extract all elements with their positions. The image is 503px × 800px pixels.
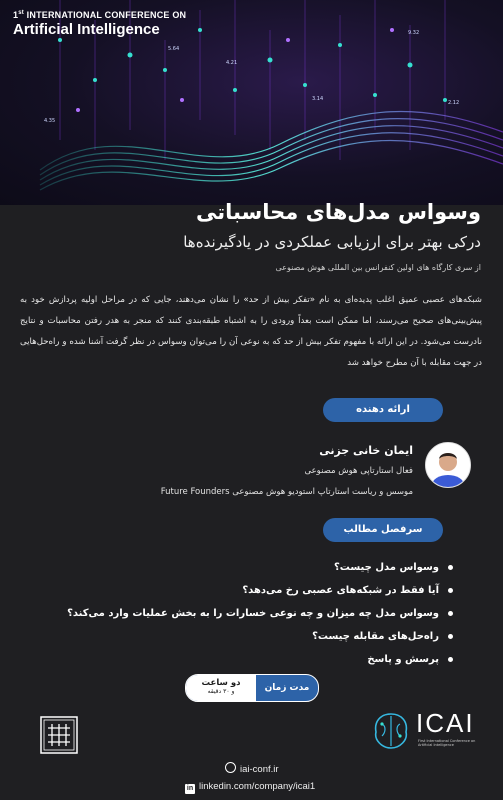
series-note: از سری کارگاه های اولین کنفرانس بین المللی هوش مصنوعی bbox=[275, 263, 481, 272]
topic-list bbox=[43, 556, 453, 671]
presenter-role: موسس و ریاست استارتاپ استودیو هوش مصنوعی Future Founders bbox=[160, 487, 413, 497]
page-title: وسواس مدل‌های محاسباتی bbox=[196, 200, 481, 224]
list-item-text: وسواس مدل چه میزان و چه نوعی خسارات را به بخش عملیات وارد می‌کند؟ bbox=[67, 608, 439, 619]
bullet-icon bbox=[448, 588, 453, 593]
bullet-icon bbox=[448, 565, 453, 570]
presenter-heading: ارائه دهنده bbox=[323, 398, 443, 422]
hero-number: 3.14 bbox=[312, 96, 324, 102]
icai-logo bbox=[368, 708, 483, 754]
duration-value: دو ساعت bbox=[201, 678, 241, 688]
list-item-text: آیا فقط در شبکه‌های عصبی رخ می‌دهد؟ bbox=[242, 585, 439, 596]
hero-number: 4.35 bbox=[44, 118, 56, 124]
list-item bbox=[43, 625, 453, 648]
description: شبکه‌های عصبی عمیق اغلب پدیده‌ای به نام «تفکر بیش از حد» را نشان می‌دهند، جایی که در مراحل اولیه پردازش خود به پیش‌بینی‌های صحیح می‌رسند، اما ممکن است بعداً ورودی را به اشتباه طبقه‌بندی کنند که منجر به هدر رفتن محاسبات و نتایج نادرست می‌شود. در این ارائه با مفهوم تفکر بیش از حد که به نوعی آن را می‌توان وسواس در نظر گرفت آشنا شده و راه‌حل‌هایی در جهت مقابله با آن مطرح خواهد شد bbox=[20, 295, 482, 369]
bullet-icon bbox=[448, 611, 453, 616]
outline-heading: سرفصل مطالب bbox=[323, 518, 443, 542]
hero-number: 4.21 bbox=[226, 60, 238, 66]
hero-number: 5.64 bbox=[168, 46, 180, 52]
list-item bbox=[43, 556, 453, 579]
duration-sub: و ۳۰ دقیقه bbox=[207, 688, 235, 695]
duration-label: مدت زمان bbox=[264, 683, 310, 693]
hero-number: 9.32 bbox=[408, 30, 420, 36]
icai-tagline-2: Artificial Intelligence bbox=[418, 743, 454, 748]
brain-icon bbox=[368, 708, 414, 754]
presenter-name: ایمان خانی جزنی bbox=[319, 444, 413, 457]
duration-value-box bbox=[186, 675, 256, 701]
linkedin-icon: in bbox=[186, 785, 194, 792]
list-item bbox=[43, 648, 453, 671]
conference-line2: Artificial Intelligence bbox=[13, 20, 160, 38]
website-link[interactable] bbox=[225, 762, 279, 775]
list-item-text: راه‌حل‌های مقابله چیست؟ bbox=[312, 631, 439, 642]
university-seal-logo bbox=[40, 716, 78, 754]
list-item bbox=[43, 579, 453, 602]
list-item-text: وسواس مدل چیست؟ bbox=[333, 562, 439, 573]
conference-ordinal: 1 bbox=[13, 10, 19, 20]
linkedin-text: linkedin.com/company/icai1 bbox=[199, 781, 316, 792]
icai-tagline-1: First International Conference on bbox=[418, 739, 476, 743]
list-item-text: پرسش و پاسخ bbox=[367, 654, 439, 665]
globe-icon bbox=[225, 762, 236, 773]
conference-title bbox=[13, 10, 186, 38]
hero-banner bbox=[0, 0, 503, 205]
presenter-role: فعال استارتاپی هوش مصنوعی bbox=[304, 466, 413, 476]
conference-ordinal-suffix: st bbox=[18, 10, 24, 16]
website-text: iai-conf.ir bbox=[240, 764, 279, 775]
bullet-icon bbox=[448, 634, 453, 639]
linkedin-link[interactable] bbox=[185, 781, 315, 794]
bullet-icon bbox=[448, 657, 453, 662]
hero-number: 2.12 bbox=[448, 100, 460, 106]
page-subtitle: درکی بهتر برای ارزیابی عملکردی در یادگیرنده‌ها bbox=[183, 233, 481, 251]
icai-wordmark: ICAI bbox=[416, 708, 475, 738]
list-item bbox=[43, 602, 453, 625]
icai-tagline bbox=[418, 739, 475, 747]
avatar bbox=[425, 442, 471, 488]
conference-line1: INTERNATIONAL CONFERENCE ON bbox=[26, 10, 187, 20]
duration-badge bbox=[185, 674, 319, 702]
